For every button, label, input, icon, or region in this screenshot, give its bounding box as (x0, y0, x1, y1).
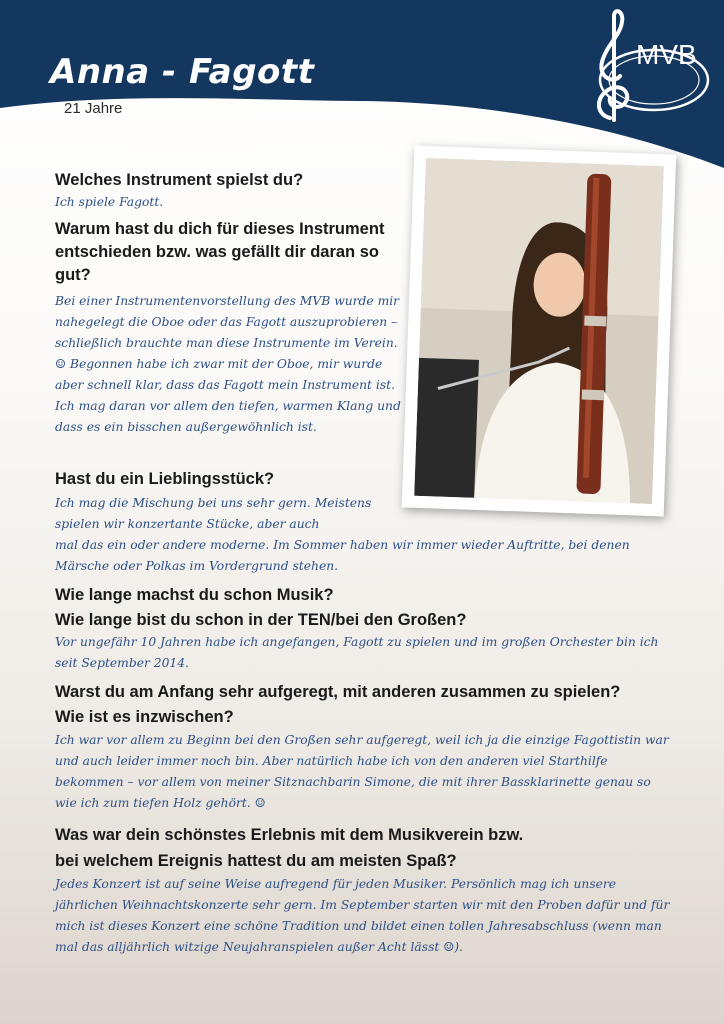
answer-nervous: Ich war vor allem zu Beginn bei den Großen sehr aufgeregt, weil ich ja die einzige Fagottistin war und auch leider immer noch bin. Aber natürlich habe ich von den anderen viel Starthilfe bekommen – vor allem von meiner Sitznachbarin Simone, die mit ihrer Bassklarinette genau so wie ich zum tiefen Holz gehört. ☺ (55, 733, 669, 810)
question-best-experience-line2: bei welchem Ereignis hattest du am meisten Spaß? (55, 852, 457, 870)
answer-duration: Vor ungefähr 10 Jahren habe ich angefangen, Fagott zu spielen und im großen Orchester bin ich seit September 2014. (55, 635, 659, 670)
question-nervous-line2: Wie ist es inzwischen? (55, 708, 234, 726)
answer-favorite-piece-part2: mal das ein oder andere moderne. Im Sommer haben wir immer wieder Auftritte, bei denen Märsche oder Polkas im Vordergrund stehen. (55, 538, 630, 573)
question-why-instrument: Warum hast du dich für dieses Instrument entschieden bzw. was gefällt dir daran so gut? (55, 220, 385, 284)
portrait-photo (402, 146, 676, 517)
question-instrument: Welches Instrument spielst du? (55, 171, 304, 189)
page-title: Anna - Fagott (50, 52, 315, 92)
question-nervous-line1: Warst du am Anfang sehr aufgeregt, mit anderen zusammen zu spielen? (55, 683, 621, 701)
question-duration-line1: Wie lange machst du schon Musik? (55, 586, 334, 604)
answer-instrument: Ich spiele Fagott. (55, 195, 164, 209)
age-label: 21 Jahre (64, 100, 123, 117)
answer-why-instrument: Bei einer Instrumentenvorstellung des MVB wurde mir nahegelegt die Oboe oder das Fagott auszuprobieren – schließlich brauchte man diese Instrumente im Verein. ☺ Begonnen habe ich zwar mit der Oboe, mir wurde aber schnell klar, dass das Fagott mein Instrument ist. Ich mag daran vor allem den tiefen, warmen Klang und dass es ein bisschen außergewöhnlich ist. (55, 294, 401, 434)
logo-text: MVB (636, 39, 697, 70)
portrait-image (414, 158, 664, 504)
answer-favorite-piece-part1: Ich mag die Mischung bei uns sehr gern. Meistens spielen wir konzertante Stücke, aber auch (55, 496, 372, 531)
question-favorite-piece: Hast du ein Lieblingsstück? (55, 470, 275, 488)
question-best-experience-line1: Was war dein schönstes Erlebnis mit dem Musikverein bzw. (55, 826, 524, 844)
answer-best-experience: Jedes Konzert ist auf seine Weise aufregend für jeden Musiker. Persönlich mag ich unsere jährlichen Weihnachtskonzerte sehr gern. Im September starten wir mit den Proben dafür und für mich ist dieses Konzert eine schöne Tradition und bildet einen tollen Jahresabschluss (wenn man mal das alljährlich witzige Neujahranspielen außer Acht lässt ☺). (55, 877, 670, 954)
mvb-logo (584, 6, 712, 126)
question-duration-line2: Wie lange bist du schon in der TEN/bei den Großen? (55, 611, 467, 629)
